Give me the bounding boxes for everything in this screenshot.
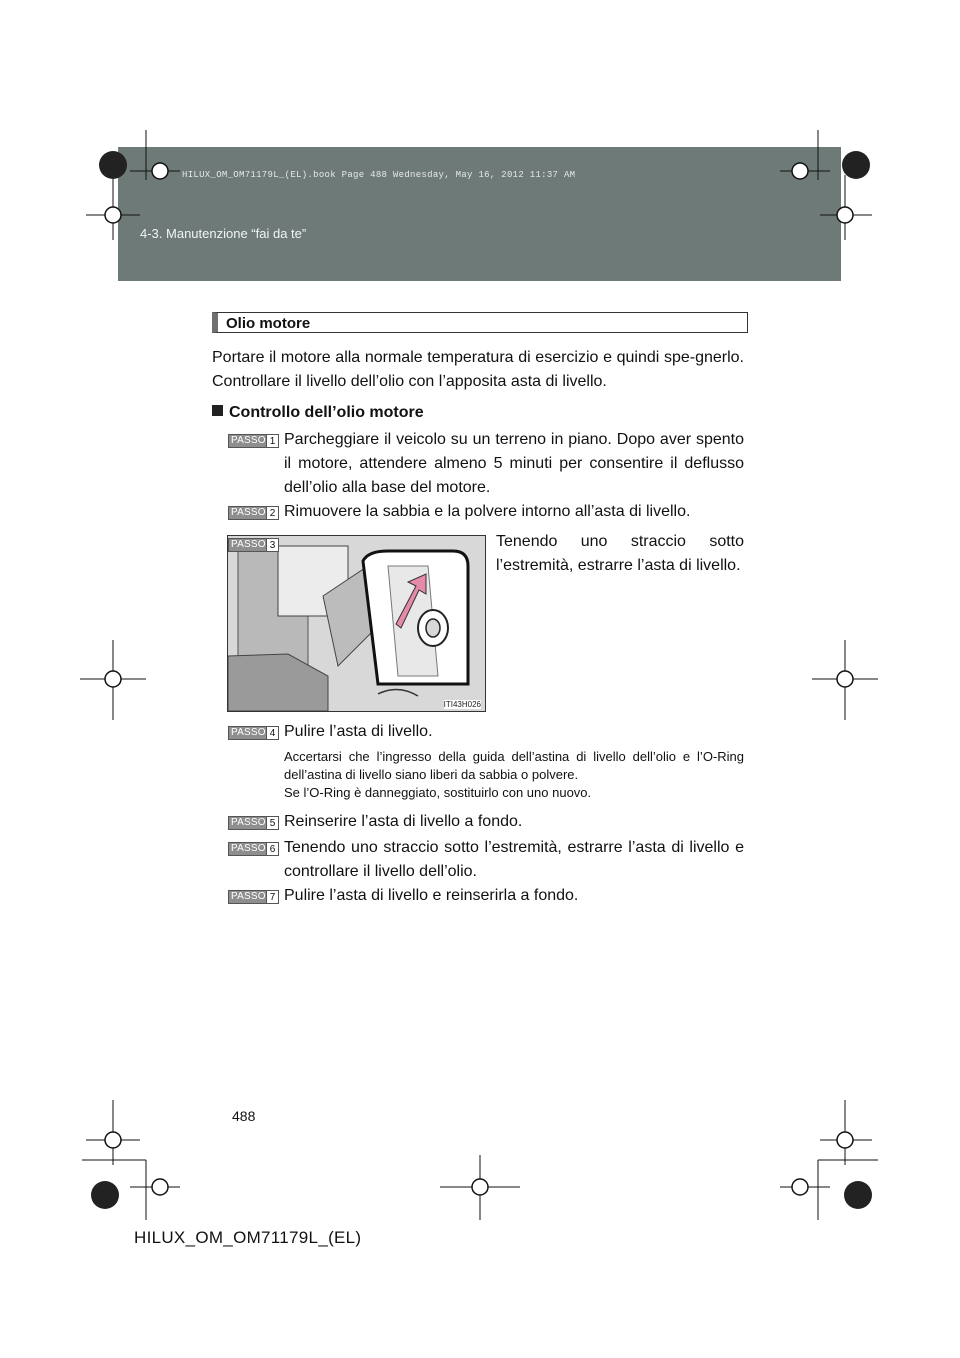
- section-title: Olio motore: [212, 312, 748, 333]
- subheading: Controllo dell’olio motore: [212, 404, 424, 422]
- header-band: [118, 147, 841, 281]
- intro-paragraph: Portare il motore alla normale temperatura di esercizio e quindi spe-gnerlo. Controllare il livello dell’olio con l’apposita asta di livello.: [212, 349, 744, 390]
- step-badge-1: PASSO 1: [228, 434, 279, 448]
- section-label: 4-3. Manutenzione “fai da te”: [140, 226, 307, 241]
- step-badge-6: PASSO 6: [228, 842, 279, 856]
- step-5-text: Reinserire l’asta di livello a fondo.: [284, 813, 523, 830]
- figure-code: ITI43H026: [443, 700, 481, 709]
- step-7-text: Pulire l’asta di livello e reinserirla a fondo.: [284, 887, 579, 904]
- step-3-text: Tenendo uno straccio sotto l’estremità, estrarre l’asta di livello.: [496, 533, 744, 574]
- engine-dipstick-figure: [227, 535, 486, 712]
- step-6-text: Tenendo uno straccio sotto l’estremità, estrarre l’asta di livello e controllare il livello dell’olio.: [284, 839, 744, 880]
- step-badge-4: PASSO 4: [228, 726, 279, 740]
- note-line-2: Se l’O-Ring è danneggiato, sostituirlo con uno nuovo.: [284, 785, 592, 800]
- step-badge-2: PASSO 2: [228, 506, 279, 520]
- step-2-text: Rimuovere la sabbia e la polvere intorno all’asta di livello.: [284, 503, 691, 520]
- step-badge-7: PASSO 7: [228, 890, 279, 904]
- note-line-1: Accertarsi che l’ingresso della guida dell’astina di livello dell’olio e l’O-Ring dell’astina di livello siano liberi da sabbia o polvere.: [284, 749, 744, 782]
- engine-illustration: [228, 536, 485, 711]
- book-stamp: HILUX_OM_OM71179L_(EL).book Page 488 Wednesday, May 16, 2012 11:37 AM: [182, 170, 576, 180]
- square-bullet-icon: [212, 405, 223, 416]
- document-code: HILUX_OM_OM71179L_(EL): [134, 1228, 362, 1247]
- step-4-text: Pulire l’asta di livello.: [284, 723, 433, 740]
- step-badge-3: PASSO 3: [228, 538, 279, 552]
- step-badge-5: PASSO 5: [228, 816, 279, 830]
- page-number: 488: [232, 1108, 256, 1124]
- step-1-text: Parcheggiare il veicolo su un terreno in piano. Dopo aver spento il motore, attendere almeno 5 minuti per consentire il deflusso dell’olio alla base del motore.: [284, 431, 744, 496]
